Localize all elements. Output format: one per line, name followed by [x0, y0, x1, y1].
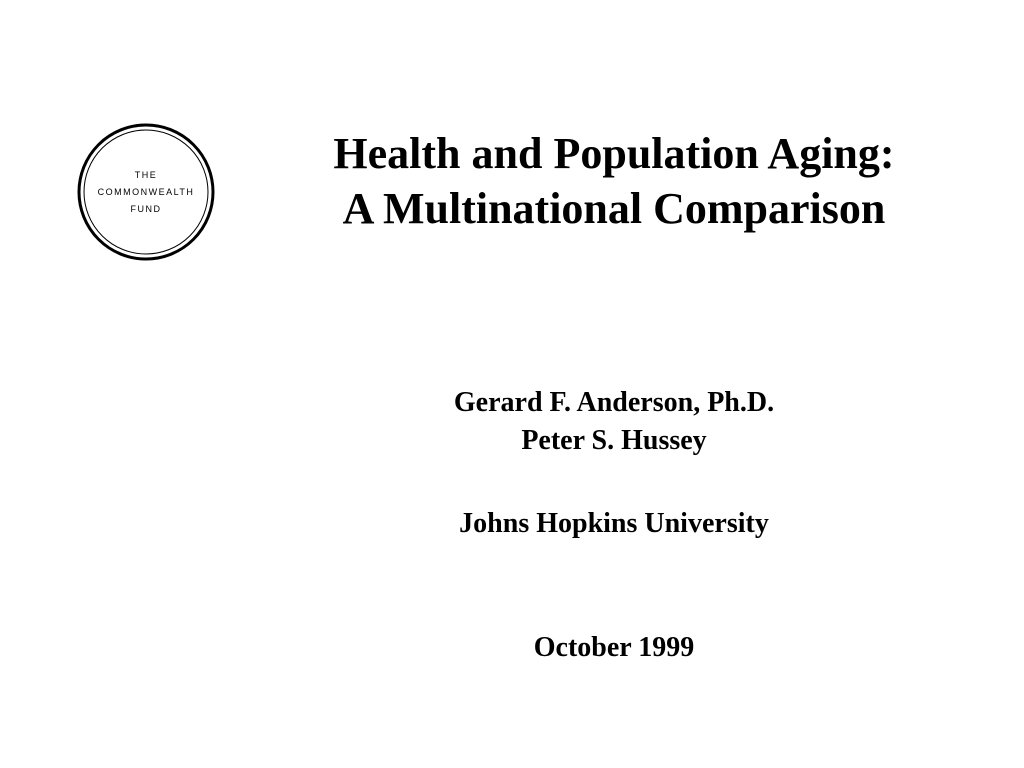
presentation-date: October 1999 — [533, 632, 695, 663]
logo-text-line3: FUND — [130, 204, 162, 214]
slide-title — [254, 126, 974, 236]
author-list — [314, 384, 914, 460]
author-name: Gerard F. Anderson, Ph.D. — [453, 387, 775, 418]
logo-text-line1: THE — [134, 170, 158, 180]
logo-circle-icon — [76, 122, 216, 262]
title-line-1: Health and Population Aging: — [333, 129, 895, 178]
commonwealth-fund-logo — [76, 122, 216, 262]
title-line-2: A Multinational Comparison — [342, 184, 886, 233]
author-name: Peter S. Hussey — [521, 425, 707, 456]
logo-text-line2: COMMONWEALTH — [97, 187, 195, 197]
affiliation: Johns Hopkins University — [459, 508, 769, 539]
